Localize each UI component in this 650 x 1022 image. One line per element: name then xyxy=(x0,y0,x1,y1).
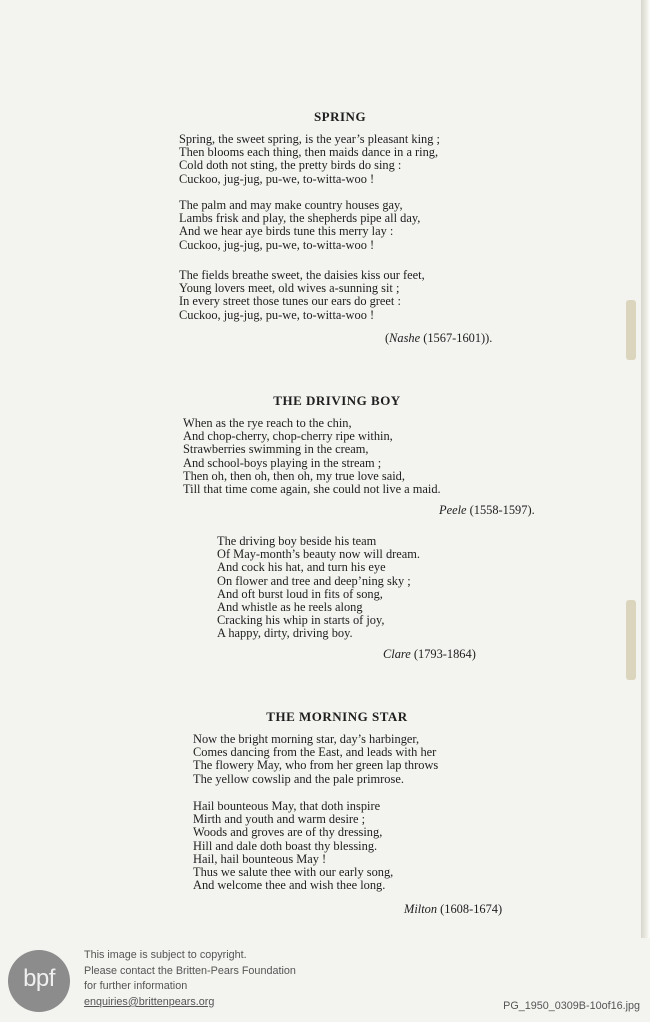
verse-line: The yellow cowslip and the pale primrose. xyxy=(193,771,404,786)
attribution-nashe xyxy=(385,331,492,346)
attribution-clare xyxy=(383,647,476,662)
verse-line: Young lovers meet, old wives a-sunning sit ; xyxy=(179,281,400,296)
stanza xyxy=(193,800,393,892)
verse-line: Thus we salute thee with our early song, xyxy=(193,864,394,879)
author-dates: (1608-1674) xyxy=(440,902,503,916)
verse-line: Spring, the sweet spring, is the year’s pleasant king ; xyxy=(179,132,440,146)
copyright-notice xyxy=(84,948,296,1010)
author-name: Clare xyxy=(383,647,411,661)
notice-line: for further information xyxy=(84,980,188,993)
author-name: Milton xyxy=(404,902,438,916)
verse-line: Cold doth not sting, the pretty birds do sing : xyxy=(179,158,402,173)
poem-title-spring: SPRING xyxy=(313,109,367,124)
stanza xyxy=(179,199,420,252)
verse-line: The palm and may make country houses gay, xyxy=(179,198,403,212)
verse-line: Strawberries swimming in the cream, xyxy=(183,442,369,457)
verse-line: Lambs frisk and play, the shepherds pipe all day, xyxy=(179,211,421,226)
verse-line: And we hear aye birds tune this merry lay : xyxy=(179,224,394,239)
verse-line: Till that time come again, she could not live a maid. xyxy=(183,481,441,496)
verse-line: On flower and tree and deep’ning sky ; xyxy=(217,573,411,588)
verse-line: And school-boys playing in the stream ; xyxy=(183,455,382,470)
verse-line: The fields breathe sweet, the daisies kiss our feet, xyxy=(179,268,425,282)
verse-line: And cock his hat, and turn his eye xyxy=(217,560,386,575)
verse-line: The flowery May, who from her green lap throws xyxy=(193,758,439,773)
verse-line: Comes dancing from the East, and leads with her xyxy=(193,745,437,760)
page-edge xyxy=(641,0,650,1022)
verse-line: Of May-month’s beauty now will dream. xyxy=(217,547,421,562)
verse-line: Hail, hail bounteous May ! xyxy=(193,851,327,866)
verse-line: A happy, dirty, driving boy. xyxy=(217,626,353,641)
poem-title-driving-boy: THE DRIVING BOY xyxy=(273,393,401,408)
verse-line: Mirth and youth and warm desire ; xyxy=(193,812,366,827)
verse-line: And whistle as he reels along xyxy=(217,599,363,614)
notice-line: This image is subject to copyright. xyxy=(84,949,247,961)
stanza xyxy=(217,535,420,641)
notice-line: Please contact the Britten-Pears Foundation xyxy=(84,964,296,977)
stanza xyxy=(179,269,425,322)
author-name: Nashe xyxy=(389,331,421,345)
attribution-peele xyxy=(439,503,535,518)
verse-line: Woods and groves are of thy dressing, xyxy=(193,825,383,840)
bpf-logo: bpf xyxy=(8,950,70,1012)
verse-line: Then oh, then oh, then oh, my true love said, xyxy=(183,468,405,483)
attribution-open-paren: ( xyxy=(385,331,390,345)
verse-line: Cuckoo, jug-jug, pu-we, to-witta-woo ! xyxy=(179,307,375,322)
author-dates: (1793-1864) xyxy=(413,647,476,661)
verse-line: Cuckoo, jug-jug, pu-we, to-witta-woo ! xyxy=(179,237,375,252)
verse-line: Then blooms each thing, then maids dance in a ring, xyxy=(179,145,439,160)
verse-line: Now the bright morning star, day’s harbinger, xyxy=(193,732,420,746)
verse-line: The driving boy beside his team xyxy=(217,534,377,548)
verse-line: When as the rye reach to the chin, xyxy=(183,416,352,430)
stanza xyxy=(179,133,440,186)
attribution-milton xyxy=(404,902,502,917)
author-dates: (1558-1597). xyxy=(469,503,535,517)
verse-line: Hill and dale doth boast thy blessing. xyxy=(193,838,378,853)
author-dates: (1567-1601)). xyxy=(423,331,493,345)
image-filename: PG_1950_0309B-10of16.jpg xyxy=(503,1000,640,1012)
verse-line: Cuckoo, jug-jug, pu-we, to-witta-woo ! xyxy=(179,171,375,186)
edge-stain xyxy=(626,600,636,680)
verse-line: Cracking his whip in starts of joy, xyxy=(217,613,385,628)
verse-line: And welcome thee and wish thee long. xyxy=(193,878,386,893)
stanza xyxy=(193,733,438,786)
verse-line: Hail bounteous May, that doth inspire xyxy=(193,799,381,813)
edge-stain xyxy=(626,300,636,360)
stanza xyxy=(183,417,441,496)
contact-email-link[interactable]: enquiries@brittenpears.org xyxy=(84,995,215,1008)
verse-line: And chop-cherry, chop-cherry ripe within, xyxy=(183,429,393,444)
poem-title-morning-star: THE MORNING STAR xyxy=(266,709,408,724)
verse-line: And oft burst loud in fits of song, xyxy=(217,586,383,601)
verse-line: In every street those tunes our ears do greet : xyxy=(179,294,401,309)
author-name: Peele xyxy=(439,503,467,517)
